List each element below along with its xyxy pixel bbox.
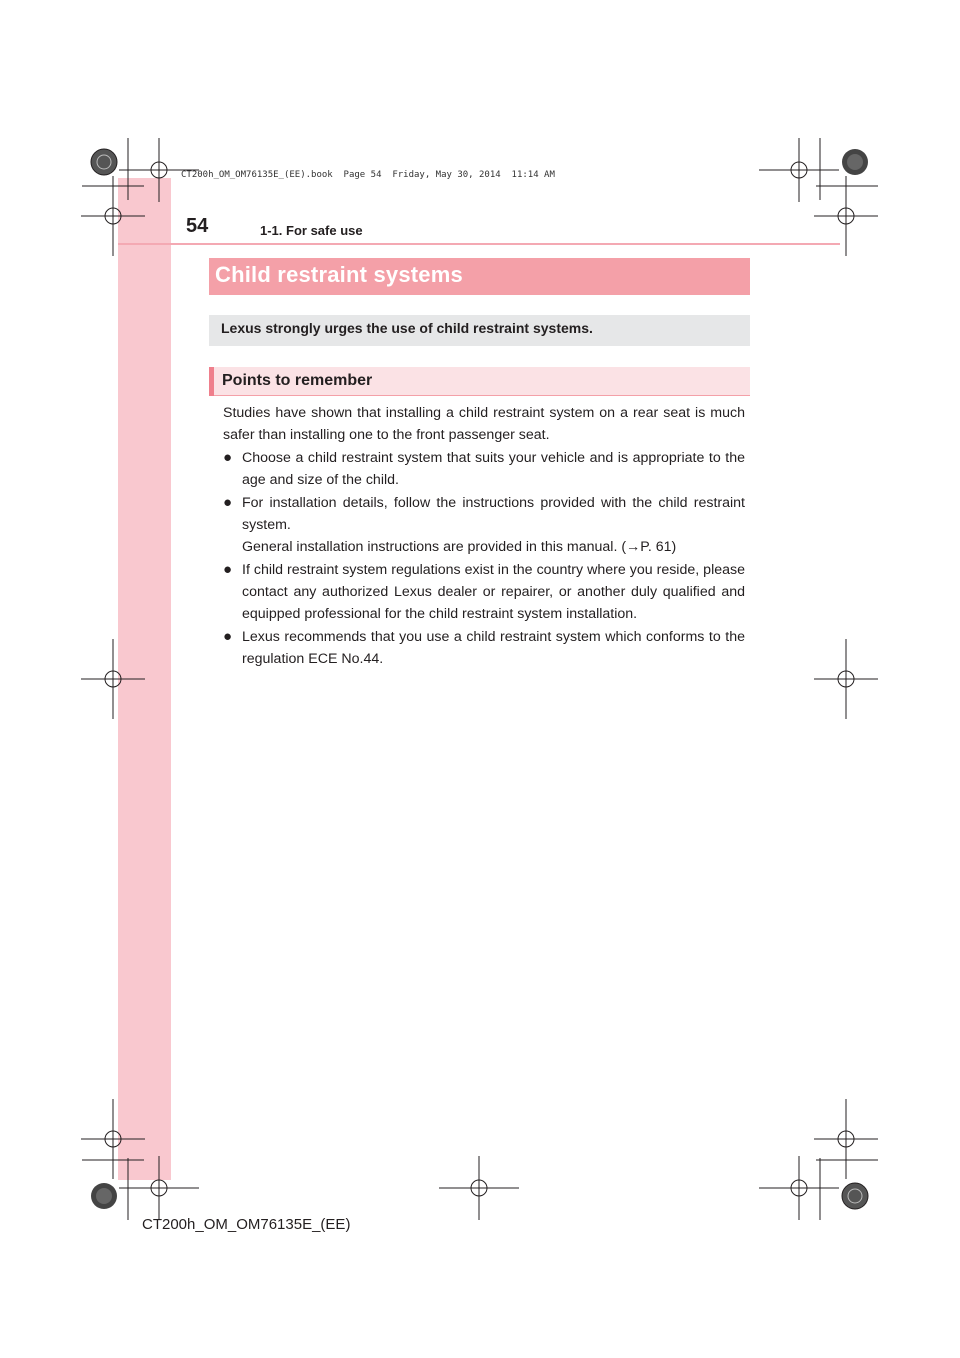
footer-manual-code: CT200h_OM_OM76135E_(EE): [142, 1216, 351, 1233]
bullet-item: [223, 559, 745, 625]
subheading-accent-bar: [209, 367, 214, 396]
bullet-text: If child restraint system regulations exist in the country where you reside, please contact any authorized Lexus dealer or repairer, or another duly qualified and equipped professional for the child restraint system installation.: [242, 562, 745, 622]
section-label: 1-1. For safe use: [260, 223, 363, 238]
bullet-text: Lexus recommends that you use a child restraint system which conforms to the regulation ECE No.44.: [242, 629, 745, 667]
page-number: 54: [186, 215, 209, 237]
bullet-icon: ●: [223, 449, 233, 466]
bullet-item: [223, 447, 745, 491]
subheading: Points to remember: [222, 372, 373, 389]
page-title: Child restraint systems: [215, 262, 463, 287]
crop-lines: [82, 138, 878, 1220]
bullet-icon: ●: [223, 561, 233, 578]
crosshairs: [81, 138, 878, 1220]
cross-reference-text: General installation instructions are provided in this manual. (→P. 61): [242, 539, 677, 555]
bullet-icon: ●: [223, 494, 233, 511]
starburst-marks: [91, 149, 868, 1209]
intro-paragraph: Studies have shown that installing a child restraint system on a rear seat is much safer than installing one to the front passenger seat.: [223, 405, 745, 443]
bullet-text: Choose a child restraint system that suits your vehicle and is appropriate to the age and size of the child.: [242, 450, 745, 488]
body-text: [223, 402, 745, 671]
intro-text: Lexus strongly urges the use of child restraint systems.: [221, 320, 593, 336]
bullet-icon: ●: [223, 628, 233, 645]
bullet-text: For installation details, follow the instructions provided with the child restraint system.: [242, 495, 745, 533]
bullet-item: [223, 626, 745, 670]
bullet-item: [223, 492, 745, 558]
book-info: CT200h_OM_OM76135E_(EE).book Page 54 Friday, May 30, 2014 11:14 AM: [181, 170, 555, 180]
